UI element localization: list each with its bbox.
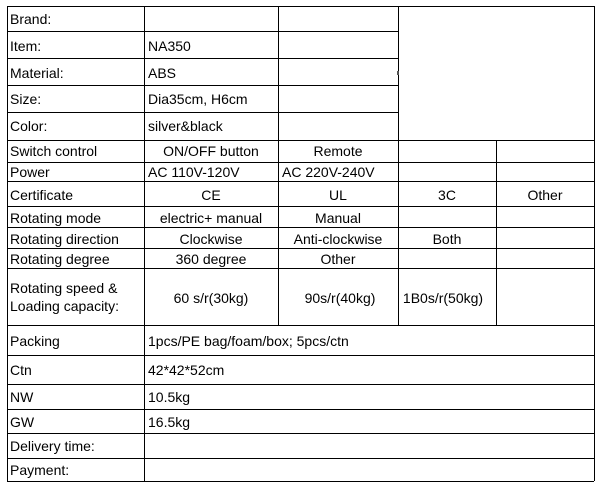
rotating-mode-label: Rotating mode [10, 210, 102, 226]
color-value: silver&black [148, 118, 223, 134]
degree-option-other: Other [320, 251, 356, 267]
grid-line [7, 384, 594, 385]
grid-line [7, 433, 594, 434]
grid-line [144, 6, 145, 481]
grid-line [7, 227, 594, 228]
grid-line [7, 140, 594, 141]
item-label: Item: [10, 38, 42, 54]
gw-value: 16.5kg [148, 414, 191, 430]
item-value: NA350 [148, 38, 191, 54]
color-label: Color: [10, 118, 48, 134]
ctn-value: 42*42*52cm [148, 362, 225, 378]
brand-label: Brand: [10, 11, 52, 27]
speed-option-180: 1B0s/r(50kg) [402, 290, 484, 306]
grid-line [278, 6, 279, 140]
certificate-option-other: Other [527, 187, 563, 203]
power-option-110v: AC 110V-120V [148, 164, 240, 180]
grid-line [7, 181, 594, 182]
switch-control-label: Switch control [10, 143, 98, 159]
grid-line [7, 458, 594, 459]
payment-label: Payment: [10, 462, 70, 478]
grid-line [7, 268, 594, 269]
direction-option-clockwise: Clockwise [179, 231, 243, 247]
packing-label: Packing [10, 333, 60, 349]
grid-line [7, 409, 594, 410]
grid-line [7, 162, 594, 163]
grid-line [398, 6, 399, 325]
grid-line [7, 206, 594, 207]
rotating-degree-label: Rotating degree [10, 251, 110, 267]
grid-line [7, 6, 8, 481]
packing-value: 1pcs/PE bag/foam/box; 5pcs/ctn [148, 333, 349, 349]
certificate-label: Certificate [10, 187, 74, 203]
rotating-speed-label: Rotating speed & [10, 280, 118, 296]
speed-option-90: 90s/r(40kg) [304, 290, 376, 306]
grid-line [7, 248, 594, 249]
grid-line [7, 325, 594, 326]
scan-speck [397, 71, 399, 75]
grid-line [7, 6, 594, 7]
switch-option-remote: Remote [313, 143, 363, 159]
grid-line [7, 31, 398, 32]
delivery-time-label: Delivery time: [10, 438, 95, 454]
degree-option-360: 360 degree [175, 251, 247, 267]
gw-label: GW [10, 414, 35, 430]
grid-line [594, 6, 595, 481]
size-value: Dia35cm, H6cm [148, 91, 248, 107]
grid-line [278, 140, 279, 325]
ctn-label: Ctn [10, 362, 32, 378]
size-label: Size: [10, 91, 42, 107]
power-label: Power [10, 164, 50, 180]
loading-capacity-label: Loading capacity: [10, 298, 119, 314]
grid-line [7, 355, 594, 356]
mode-option-manual: Manual [315, 210, 361, 226]
nw-label: NW [10, 389, 34, 405]
grid-line [7, 85, 398, 86]
mode-option-electric: electric+ manual [159, 210, 263, 226]
certificate-option-3c: 3C [438, 187, 456, 203]
power-option-220v: AC 220V-240V [282, 164, 375, 180]
material-label: Material: [10, 65, 64, 81]
grid-line [7, 58, 398, 59]
certificate-option-ce: CE [201, 187, 221, 203]
material-value: ABS [148, 65, 177, 81]
grid-line [496, 140, 497, 325]
nw-value: 10.5kg [148, 389, 191, 405]
direction-option-both: Both [432, 231, 462, 247]
grid-line [7, 481, 594, 482]
grid-line [7, 112, 398, 113]
certificate-option-ul: UL [329, 187, 347, 203]
switch-option-onoff: ON/OFF button [163, 143, 259, 159]
direction-option-anticlockwise: Anti-clockwise [293, 231, 383, 247]
rotating-direction-label: Rotating direction [10, 231, 119, 247]
speed-option-60: 60 s/r(30kg) [173, 290, 249, 306]
